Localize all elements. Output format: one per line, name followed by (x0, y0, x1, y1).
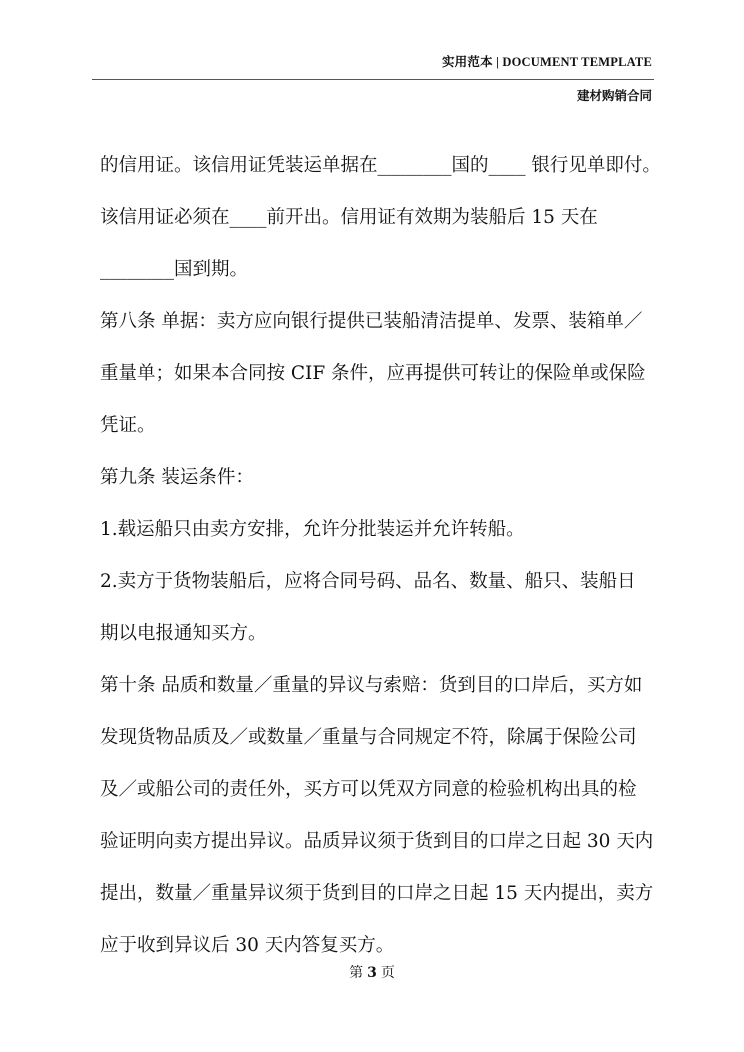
header-document-template: 实用范本 | DOCUMENT TEMPLATE (441, 55, 652, 69)
body-line-12: 发现货物品质及／或数量／重量与合同规定不符，除属于保险公司 (100, 727, 637, 748)
body-line-14: 验证明向卖方提出异议。品质异议须于货到目的口岸之日起 30 天内 (100, 831, 654, 852)
document-body (100, 140, 660, 972)
footer-suffix: 页 (380, 965, 395, 981)
body-line-3: ________国到期。 (100, 259, 249, 280)
body-line-5: 重量单；如果本合同按 CIF 条件，应再提供可转让的保险单或保险 (100, 363, 646, 384)
body-line-9: 2.卖方于货物装船后，应将合同号码、品名、数量、船只、装船日 (100, 571, 636, 592)
body-line-7: 第九条 装运条件： (100, 467, 254, 488)
header-divider (92, 79, 654, 80)
body-line-1: 的信用证。该信用证凭装运单据在________国的____ 银行见单即付。 (100, 155, 661, 176)
footer-prefix: 第 (349, 965, 364, 981)
body-line-15: 提出，数量／重量异议须于货到目的口岸之日起 15 天内提出，卖方 (100, 883, 654, 904)
header-contract-title: 建材购销合同 (576, 88, 652, 103)
body-line-16: 应于收到异议后 30 天内答复买方。 (100, 935, 395, 956)
body-line-8: 1.载运船只由卖方安排，允许分批装运并允许转船。 (100, 519, 525, 540)
body-line-2: 该信用证必须在____前开出。信用证有效期为装船后 15 天在 (100, 207, 598, 228)
body-line-13: 及／或船公司的责任外，买方可以凭双方同意的检验机构出具的检 (100, 779, 637, 800)
body-line-11: 第十条 品质和数量／重量的异议与索赔：货到目的口岸后，买方如 (100, 675, 643, 696)
page-number: 3 (367, 965, 377, 981)
body-line-6: 凭证。 (100, 415, 156, 436)
page-footer (0, 962, 744, 982)
body-line-10: 期以电报通知买方。 (100, 623, 267, 644)
body-line-4: 第八条 单据：卖方应向银行提供已装船清洁提单、发票、装箱单／ (100, 311, 643, 332)
